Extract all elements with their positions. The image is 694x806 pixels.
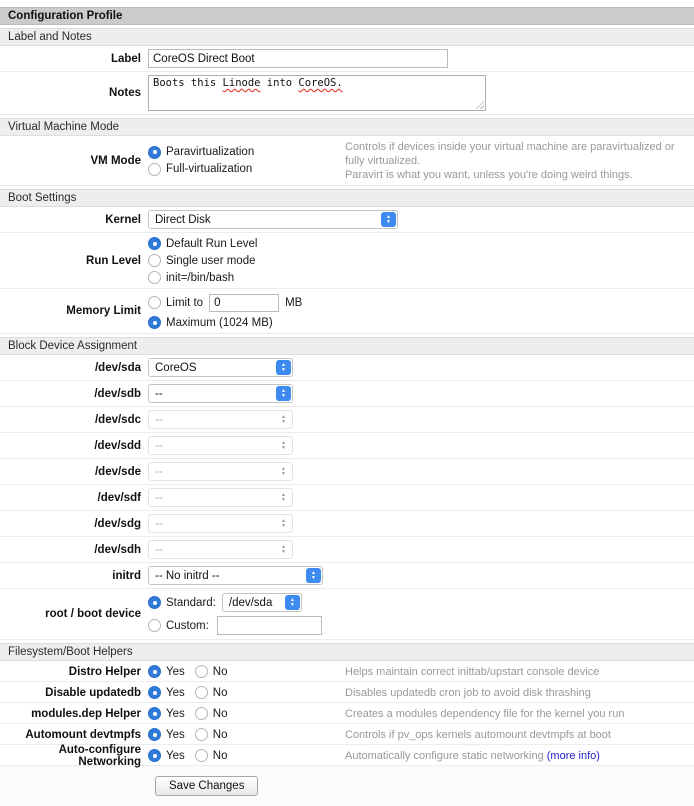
radio-option-label: Standard: (166, 596, 216, 609)
device-sdb-select[interactable] (148, 384, 293, 403)
radio-selected-icon[interactable] (148, 146, 161, 159)
device-row-sdd (0, 433, 694, 459)
device-sde-select (148, 462, 293, 481)
radio-unselected-icon[interactable] (195, 728, 208, 741)
radio-selected-icon[interactable] (148, 707, 161, 720)
root-device-standard-select[interactable] (222, 593, 302, 612)
helper-row-modules-dep (0, 703, 694, 724)
root-device-option-custom[interactable] (148, 615, 322, 636)
radio-unselected-icon[interactable] (148, 254, 161, 267)
notes-row (0, 72, 694, 115)
device-sdd-select (148, 436, 293, 455)
root-device-custom-input[interactable] (217, 616, 322, 635)
radio-option-label: Paravirtualization (166, 146, 255, 158)
radio-option-label: init=/bin/bash (166, 271, 235, 284)
run-level-option-init-bin-bash[interactable] (148, 270, 257, 285)
radio-selected-icon[interactable] (148, 749, 161, 762)
radio-option-label: Limit to (166, 296, 204, 309)
radio-option-label: Full-virtualization (166, 163, 253, 175)
device-sdf-select (148, 488, 293, 507)
vm-mode-label: VM Mode (90, 154, 141, 167)
radio-option-label: Custom: (166, 619, 209, 632)
run-level-label: Run Level (86, 254, 141, 267)
memory-limit-input[interactable] (209, 294, 279, 312)
yes-label: Yes (166, 749, 185, 762)
root-device-select-value: /dev/sda (228, 596, 273, 609)
device-row-sdf (0, 485, 694, 511)
select-stepper-icon: ▲ ▼ (281, 440, 286, 451)
device-select-value: CoreOS (155, 361, 197, 374)
notes-field-label: Notes (109, 87, 141, 99)
device-select-value: -- (155, 413, 163, 426)
yes-label: Yes (166, 686, 185, 699)
radio-unselected-icon[interactable] (195, 686, 208, 699)
helper-help-text: Disables updatedb cron job to avoid disk thrashing (345, 687, 591, 699)
radio-unselected-icon[interactable] (195, 707, 208, 720)
kernel-select[interactable] (148, 210, 398, 229)
device-row-sdc (0, 407, 694, 433)
helper-label: modules.dep Helper (31, 707, 141, 720)
section-label-and-notes: Label and Notes (0, 28, 694, 46)
label-field-label: Label (110, 52, 141, 65)
no-label: No (212, 749, 228, 762)
radio-option-label: Default Run Level (166, 237, 258, 250)
memory-limit-option-limit-to[interactable] (148, 292, 302, 313)
save-row (0, 766, 694, 806)
radio-selected-icon[interactable] (148, 237, 161, 250)
device-row-sde (0, 459, 694, 485)
no-label: No (212, 728, 228, 741)
select-stepper-icon: ▲ ▼ (281, 414, 286, 425)
device-label: /dev/sdh (94, 543, 141, 556)
device-select-value: -- (155, 517, 163, 530)
helper-help-text: Helps maintain correct inittab/upstart console device (345, 666, 600, 678)
device-select-value: -- (155, 465, 163, 478)
device-label: /dev/sda (94, 361, 141, 374)
device-label: /dev/sdc (94, 413, 141, 426)
vm-mode-option-full-virtualization[interactable] (148, 162, 345, 177)
vm-mode-row (0, 136, 694, 186)
device-label: /dev/sdb (94, 387, 141, 400)
yes-label: Yes (166, 665, 185, 678)
radio-unselected-icon[interactable] (148, 619, 161, 632)
initrd-select[interactable] (148, 566, 323, 585)
root-device-option-standard[interactable] (148, 592, 322, 613)
select-stepper-icon: ▲ ▼ (381, 212, 396, 227)
select-stepper-icon: ▲ ▼ (285, 595, 300, 610)
initrd-select-value: -- No initrd -- (155, 569, 220, 582)
root-boot-device-row (0, 589, 694, 640)
select-stepper-icon: ▲ ▼ (281, 544, 286, 555)
initrd-label: initrd (112, 569, 141, 582)
device-label: /dev/sdf (97, 491, 141, 504)
yes-label: Yes (166, 728, 185, 741)
run-level-option-single-user[interactable] (148, 253, 257, 268)
notes-misspelled-word: CoreOS. (298, 77, 343, 89)
radio-selected-icon[interactable] (148, 665, 161, 678)
helper-row-auto-configure-networking (0, 745, 694, 766)
device-select-value: -- (155, 387, 163, 400)
label-input[interactable] (148, 49, 448, 68)
section-filesystem-boot-helpers: Filesystem/Boot Helpers (0, 643, 694, 661)
radio-selected-icon[interactable] (148, 728, 161, 741)
save-changes-button[interactable]: Save Changes (155, 776, 258, 796)
radio-selected-icon[interactable] (148, 316, 161, 329)
memory-limit-label: Memory Limit (66, 305, 141, 317)
section-boot-settings: Boot Settings (0, 189, 694, 207)
select-stepper-icon: ▲ ▼ (306, 568, 321, 583)
memory-unit-label: MB (285, 296, 303, 309)
select-stepper-icon: ▲ ▼ (281, 466, 286, 477)
device-label: /dev/sdd (94, 439, 141, 452)
helper-label: Automount devtmpfs (25, 728, 141, 741)
helper-row-automount-devtmpfs (0, 724, 694, 745)
no-label: No (212, 665, 228, 678)
radio-selected-icon[interactable] (148, 686, 161, 699)
radio-unselected-icon[interactable] (148, 271, 161, 284)
device-label: /dev/sde (94, 465, 141, 478)
device-label: /dev/sdg (94, 517, 141, 530)
no-label: No (212, 707, 228, 720)
memory-limit-row (0, 289, 694, 334)
device-select-value: -- (155, 543, 163, 556)
notes-text-segment: Boots this (153, 77, 223, 89)
radio-unselected-icon[interactable] (148, 163, 161, 176)
memory-limit-option-maximum[interactable] (148, 315, 302, 330)
radio-selected-icon[interactable] (148, 596, 161, 609)
no-label: No (212, 686, 228, 699)
more-info-link[interactable]: (more info) (546, 750, 600, 762)
notes-text-segment: into (260, 77, 299, 89)
helper-row-disable-updatedb (0, 682, 694, 703)
notes-textarea[interactable] (148, 75, 486, 111)
helper-label: Auto-configure Networking (58, 743, 141, 768)
radio-option-label: Maximum (1024 MB) (166, 316, 273, 329)
label-row (0, 46, 694, 72)
run-level-row (0, 233, 694, 289)
kernel-label: Kernel (105, 213, 141, 226)
helper-help-segment: Automatically configure static networking (345, 750, 547, 762)
notes-misspelled-word: Linode (222, 77, 261, 89)
device-sda-select[interactable] (148, 358, 293, 377)
section-virtual-machine-mode: Virtual Machine Mode (0, 118, 694, 136)
yes-label: Yes (166, 707, 185, 720)
radio-unselected-icon[interactable] (148, 296, 161, 309)
root-boot-device-label: root / boot device (45, 608, 141, 620)
section-block-device-assignment: Block Device Assignment (0, 337, 694, 355)
page-title: Configuration Profile (0, 7, 694, 25)
radio-unselected-icon[interactable] (195, 749, 208, 762)
helper-help-text: Controls if pv_ops kernels automount devtmpfs at boot (345, 729, 611, 741)
select-stepper-icon: ▲ ▼ (281, 518, 286, 529)
run-level-option-default[interactable] (148, 236, 257, 251)
device-row-sdb (0, 381, 694, 407)
vm-mode-help-text: Controls if devices inside your virtual machine are paravirtualized or fully virtualized. Paravirt is what you want, unless you're doing weird things. (345, 141, 675, 181)
select-stepper-icon: ▲ ▼ (276, 360, 291, 375)
device-sdg-select (148, 514, 293, 533)
device-select-value: -- (155, 439, 163, 452)
device-select-value: -- (155, 491, 163, 504)
helper-help-text: Creates a modules dependency file for the kernel you run (345, 708, 625, 720)
kernel-row (0, 207, 694, 233)
helper-label: Disable updatedb (45, 686, 141, 699)
device-row-sdh (0, 537, 694, 563)
select-stepper-icon: ▲ ▼ (276, 386, 291, 401)
helper-label: Distro Helper (68, 665, 141, 678)
device-row-sdg (0, 511, 694, 537)
select-stepper-icon: ▲ ▼ (281, 492, 286, 503)
device-sdc-select (148, 410, 293, 429)
radio-option-label: Single user mode (166, 254, 256, 267)
helper-help-text (345, 748, 600, 763)
device-row-sda (0, 355, 694, 381)
helper-row-distro-helper (0, 661, 694, 682)
initrd-row (0, 563, 694, 589)
vm-mode-option-paravirtualization[interactable] (148, 145, 345, 160)
radio-unselected-icon[interactable] (195, 665, 208, 678)
kernel-select-value: Direct Disk (155, 213, 211, 226)
device-sdh-select (148, 540, 293, 559)
